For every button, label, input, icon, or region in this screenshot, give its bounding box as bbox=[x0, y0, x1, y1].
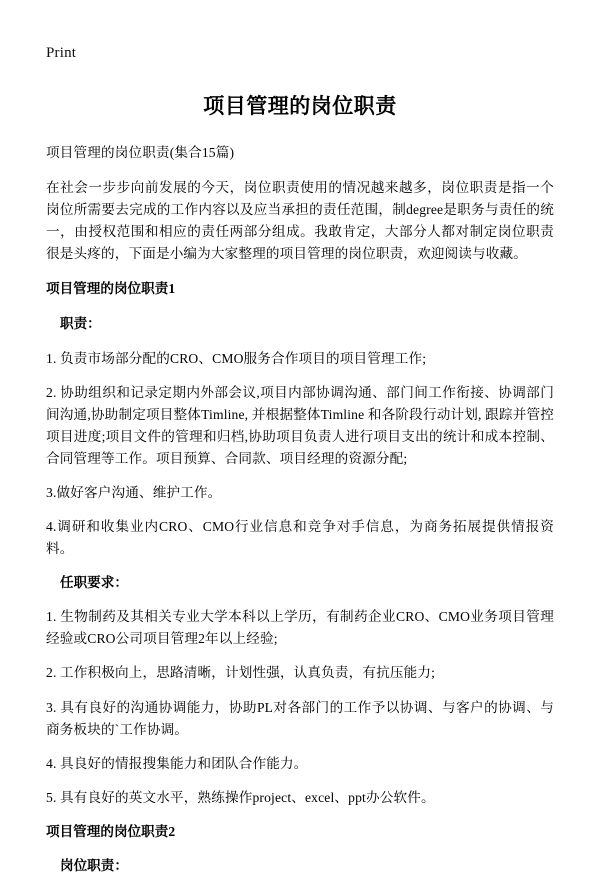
print-button[interactable]: Print bbox=[46, 45, 77, 61]
subsection-heading-duties: 职责： bbox=[60, 315, 101, 331]
list-item: 3.做好客户沟通、维护工作。 bbox=[46, 484, 222, 500]
document-intro: 在社会一步步向前发展的今天，岗位职责使用的情况越来越多，岗位职责是指一个岗位所需要去完成的工作内容以及应当承担的责任范围，制degree是职务与责任的统一，由授权范围和相应的责任两部分组成。我敢肯定，大部分人都对制定岗位职责很是头疼的，下面是小编为大家整理的项目管理的岗位职责，欢迎阅读与收藏。 bbox=[46, 180, 554, 262]
list-item: 5. 具有良好的英文水平，熟练操作project、excel、ppt办公软件。 bbox=[46, 789, 435, 805]
section-heading-2: 项目管理的岗位职责2 bbox=[46, 823, 176, 839]
list-item: 3. 具有良好的沟通协调能力，协助PL对各部门的工作予以协调、与客户的协调、与商务板块的`工作协调。 bbox=[46, 699, 554, 737]
subsection-heading-requirements: 任职要求： bbox=[60, 574, 128, 590]
page-title: 项目管理的岗位职责 bbox=[203, 95, 397, 118]
list-item: 1. 生物制药及其相关专业大学本科以上学历，有制药企业CRO、CMO业务项目管理经验或CRO公司项目管理2年以上经验; bbox=[46, 609, 554, 647]
list-item: 1. 负责市场部分配的CRO、CMO服务合作项目的项目管理工作; bbox=[46, 350, 427, 366]
list-item: 2. 工作积极向上，思路清晰，计划性强，认真负责，有抗压能力; bbox=[46, 665, 436, 681]
list-item: 4. 具良好的情报搜集能力和团队合作能力。 bbox=[46, 755, 308, 771]
list-item: 2. 协助组织和记录定期内外部会议,项目内部协调沟通、部门间工作衔接、协调部门间沟通,协助制定项目整体Timline, 并根据整体Timline 和各阶段行动计划, 跟踪并管控项目进度;项目文件的管理和归档,协助项目负责人进行项目支出的统计和成本控制、合同管理等工作。项目预算、合同款、项目经理的资源分配; bbox=[46, 384, 554, 466]
subsection-heading-duties-2: 岗位职责： bbox=[60, 858, 128, 874]
section-heading-1: 项目管理的岗位职责1 bbox=[46, 281, 176, 297]
document-subtitle: 项目管理的岗位职责(集合15篇) bbox=[46, 145, 235, 160]
list-item: 4.调研和收集业内CRO、CMO行业信息和竞争对手信息，为商务拓展提供情报资料。 bbox=[46, 518, 554, 556]
